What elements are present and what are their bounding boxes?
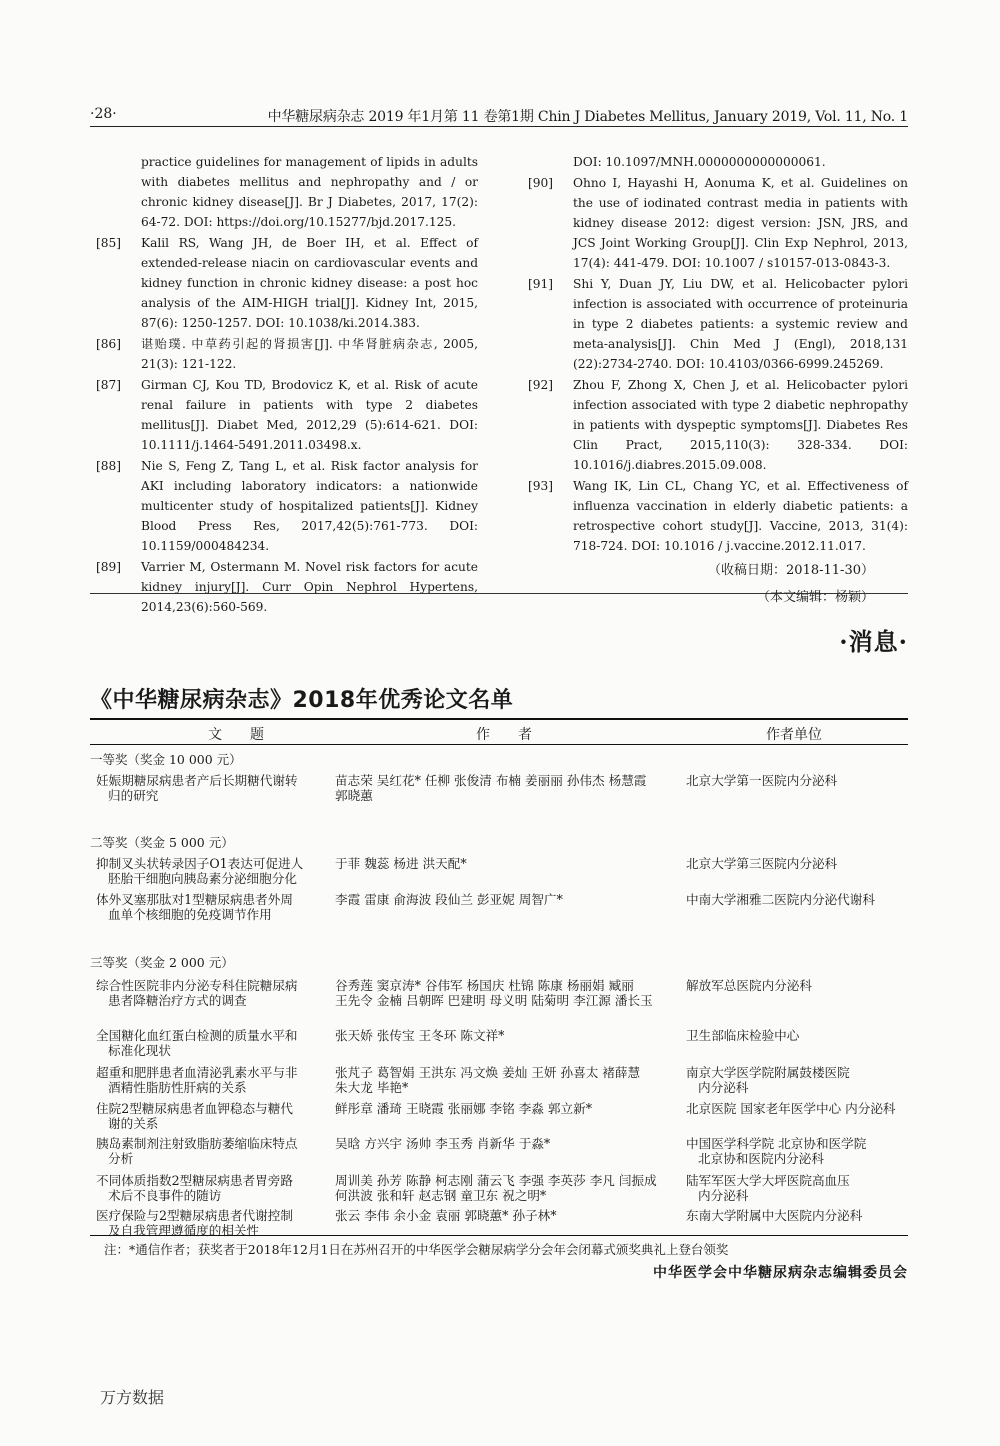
reference-86: [86] 谌贻璞. 中草药引起的肾损害[J]. 中华肾脏病杂志, 2005, 21(3): 121-122.	[96, 337, 478, 371]
reference-92: [92] Zhou F, Zhong X, Chen J, et al. Helicobacter pylori infection associated with type 2 diabetic nephropathy in patients with dyspeptic symptoms[J]. Diabetes Res Clin Pract, 2015,110(3): 328-334. DOI: 10.1016/j.diabres.2015.09.008.	[528, 378, 908, 472]
reference-91: [91] Shi Y, Duan JY, Liu DW, et al. Helicobacter pylori infection is associated with occurrence of proteinuria in type 2 diabetes patients: a systemic review and meta-analysis[J]. Chin Med J (Engl), 2018,131 (22):2734-2740. DOI: 10.4103/0366-6999.245269.	[528, 277, 908, 371]
received-date: （收稿日期：2018-11-30）	[708, 563, 874, 578]
tier-third-prize: 三等奖（奖金 2 000 元）	[90, 955, 234, 970]
reference-88: [88] Nie S, Feng Z, Tang L, et al. Risk factor analysis for AKI including laboratory indicators: a nationwide multicenter study of hospitalized patients[J]. Kidney Blood Press Res, 2017,42(5):761-773. DOI: 10.1159/000484234.	[96, 459, 478, 553]
header-rule	[90, 126, 908, 127]
reference-93: [93] Wang IK, Lin CL, Chang YC, et al. Effectiveness of influenza vaccination in elderly diabetic patients: a retrospective cohort study[J]. Vaccine, 2013, 31(4): 718-724. DOI: 10.1016 / j.vaccine.2012.11.017.	[528, 479, 908, 553]
table-bottom-rule	[90, 1235, 908, 1236]
table-footnote: 注：*通信作者；获奖者于2018年12月1日在苏州召开的中华医学会糖尿病学分会年会闭幕式颁奖典礼上登台领奖	[104, 1242, 729, 1257]
reference-84-continued: practice guidelines for management of lipids in adults with diabetes mellitus and nephropathy and / or chronic kidney disease[J]. Br J Diabetes, 2017, 17(2): 64-72. DOI: https://doi.org/10.15277/bjd.2017.125.	[141, 155, 478, 229]
editor-credit: （本文编辑：杨颖）	[756, 590, 874, 605]
wanfang-watermark: 万方数据	[100, 1388, 165, 1407]
journal-citation: 中华糖尿病杂志 2019 年1月第 11 卷第1期 Chin J Diabetes Mellitus, January 2019, Vol. 11, No. 1	[267, 109, 908, 125]
header-authors: 作 者	[476, 727, 532, 743]
news-section-tag: ·消息·	[839, 627, 908, 656]
reference-85: [85] Kalil RS, Wang JH, de Boer IH, et al. Effect of extended-release niacin on cardiovascular events and kidney function in chronic kidney disease: a post hoc analysis of the AIM-HIGH trial[J]. Kidney Int, 2015, 87(6): 1250-1257. DOI: 10.1038/ki.2014.383.	[96, 236, 478, 330]
references-right-column	[528, 152, 908, 610]
tier-first-prize: 一等奖（奖金 10 000 元）	[90, 752, 242, 767]
reference-89: [89] Varrier M, Ostermann M. Novel risk factors for acute kidney injury[J]. Curr Opin Nephrol Hypertens, 2014,23(6):560-569.	[96, 560, 478, 614]
references-left-column	[96, 152, 478, 618]
page-number: ·28·	[90, 106, 117, 122]
running-header	[90, 106, 908, 126]
table-header	[90, 720, 908, 745]
tier-second-prize: 二等奖（奖金 5 000 元）	[90, 835, 234, 850]
section-divider	[90, 593, 908, 594]
reference-90: [90] Ohno I, Hayashi H, Aonuma K, et al. Guidelines on the use of iodinated contrast media in patients with kidney disease 2012: digest version: JSN, JRS, and JCS Joint Working Group[J]. Clin Exp Nephrol, 2013, 17(4): 441-479. DOI: 10.1007 / s10157-013-0843-3.	[528, 176, 908, 270]
award-list-title: 《中华糖尿病杂志》2018年优秀论文名单	[90, 688, 514, 713]
reference-89-continued: DOI: 10.1097/MNH.0000000000000061.	[573, 155, 826, 169]
committee-signature: 中华医学会中华糖尿病杂志编辑委员会	[653, 1265, 908, 1281]
award-table: 文 题 作 者 作者单位 一等奖（奖金 10 000 元） 妊娠期糖尿病患者产后长期糖代谢转 归的研究 苗志荣 吴红花* 任柳 张俊清 布楠 姜丽丽 孙伟杰 杨慧霞 郭晓蕙 北京大学第一医院内分泌科 二等奖（奖金 5 000 元） 抑制叉头状转录因子O1表达可促进人 胚胎干细胞向胰岛素分泌细胞分化 于菲 魏蕊 杨进 洪天配* 北京大学第三医院内分泌科 体外叉塞那肽对1型糖尿病患者外周 血单个核细胞的免疫调节作用 李霞 雷康 俞海波 段仙兰 彭亚妮 周智广* 中南大学湘雅二医院内分泌代谢科 三等奖（奖金 2 000 元） 综合性医院非内分泌专科住院糖尿病 患者降糖治疗方式的调查 谷秀莲 窦京涛* 谷伟军 杨国庆 杜锦 陈康 杨丽娟 臧丽 王先令 金楠 吕朝晖 巴建明 母义明 陆菊明 李江源 潘长玉 解放军总医院内分泌科 全国糖化血红蛋白检测的质量水平和 标准化现状 张天娇 张传宝 王冬环 陈文祥* 卫生部临床检验中心 超重和肥胖患者血清泌乳素水平与非 酒精性脂肪性肝病的关系 张芃子 葛智娟 王洪东 冯文焕 姜灿 王妍 孙喜太 褚薛慧 朱大龙 毕艳* 南京大学医学院附属鼓楼医院 内分泌科 住院2型糖尿病患者血钾稳态与糖代 谢的关系 鲜彤章 潘琦 王晓霞 张丽娜 李铭 李淼 郭立新* 北京医院 国家老年医学中心 内分泌科 胰岛素制剂注射致脂肪萎缩临床特点 分析 吴晗 方兴宇 汤帅 李玉秀 肖新华 于淼* 中国医学科学院 北京协和医学院 北京协和医院内分泌科 不同体质指数2型糖尿病患者胃旁路 术后不良事件的随访 周训美 孙芳 陈静 柯志刚 蒲云飞 李强 李英莎 李凡 闫振成 何洪波 张和轩 赵志钢 童卫东 祝之明* 陆军军医大学大坪医院高血压 内分泌科 医疗保险与2型糖尿病患者代谢控制 及自我管理遵循度的相关性 张云 李伟 余小金 袁丽 郭晓蕙* 孙子林* 东南大学附属中大医院内分泌科 注：*通信作者；获奖者于2018年12月1日在苏州召开的中华医学会糖尿病学分会年会闭幕式颁奖典礼上登台领奖 中华医学会中华糖尿病杂志编辑委员会	[90, 718, 908, 745]
header-unit: 作者单位	[766, 727, 822, 743]
reference-87: [87] Girman CJ, Kou TD, Brodovicz K, et al. Risk of acute renal failure in patients with type 2 diabetes mellitus[J]. Diabet Med, 2012,29 (5):614-621. DOI: 10.1111/j.1464-5491.2011.03498.x.	[96, 378, 478, 452]
header-title: 文 题	[208, 727, 264, 743]
